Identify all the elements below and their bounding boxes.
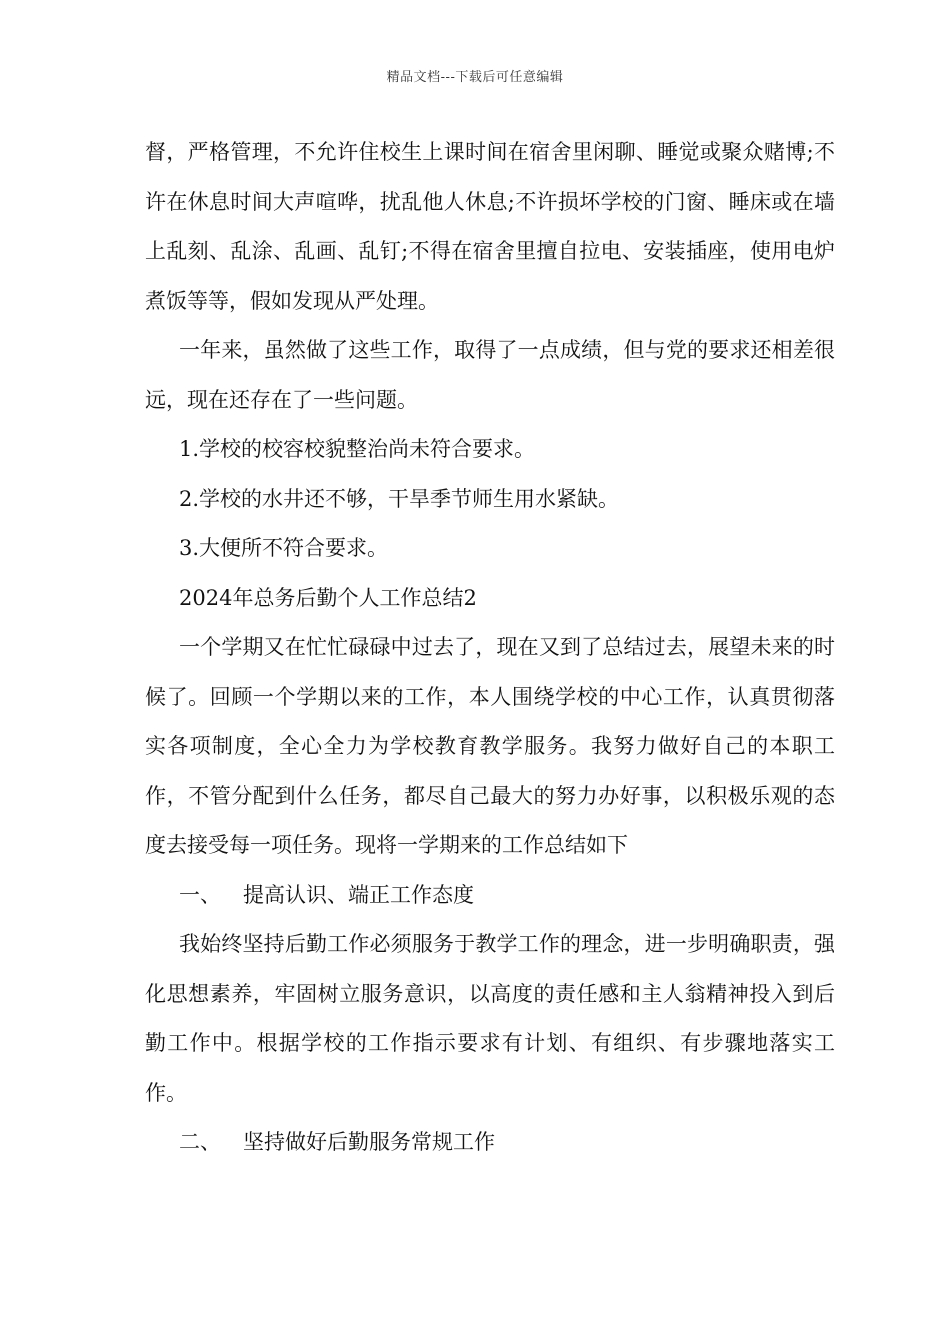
paragraph-service-attitude: 我始终坚持后勤工作必须服务于教学工作的理念，进一步明确职责，强化思想素养，牢固树立服务意识，以高度的责任感和主人翁精神投入到后勤工作中。根据学校的工作指示要求有计划、有组织、有步骤地落实工作。	[145, 932, 835, 1105]
section-heading-two	[145, 1118, 835, 1168]
heading-text: 提高认识、端正工作态度	[243, 882, 474, 907]
section-title: 2024年总务后勤个人工作总结2	[179, 585, 477, 610]
section-heading-one	[145, 871, 835, 921]
list-item: 3.大便所不符合要求。	[179, 536, 389, 560]
heading-number: 二、	[179, 1130, 221, 1154]
heading-text: 坚持做好后勤服务常规工作	[243, 1130, 495, 1154]
paragraph-problems-intro: 一年来，虽然做了这些工作，取得了一点成绩，但与党的要求还相差很远，现在还存在了一些问题。	[145, 338, 835, 412]
list-item: 1.学校的校容校貌整治尚未符合要求。	[179, 437, 536, 461]
list-item: 2.学校的水井还不够，干旱季节师生用水紧缺。	[179, 486, 620, 511]
page-header: 精品文档---下载后可任意编辑	[386, 70, 564, 85]
heading-number: 一、	[179, 882, 221, 907]
paragraph-dormitory-rules: 督，严格管理，不允许住校生上课时间在宿舍里闲聊、睡觉或聚众赌博;不许在休息时间大声喧哗，扰乱他人休息;不许损坏学校的门窗、睡床或在墙上乱刻、乱涂、乱画、乱钉;不得在宿舍里擅自拉电、安装插座，使用电炉煮饭等等，假如发现从严处理。	[145, 140, 835, 313]
paragraph-semester-intro: 一个学期又在忙忙碌碌中过去了，现在又到了总结过去，展望未来的时候了。回顾一个学期以来的工作，本人围绕学校的中心工作，认真贯彻落实各项制度，全心全力为学校教育教学服务。我努力做好自己的本职工作，不管分配到什么任务，都尽自己最大的努力办好事，以积极乐观的态度去接受每一项任务。现将一学期来的工作总结如下	[145, 635, 835, 857]
document-body	[145, 128, 835, 1168]
